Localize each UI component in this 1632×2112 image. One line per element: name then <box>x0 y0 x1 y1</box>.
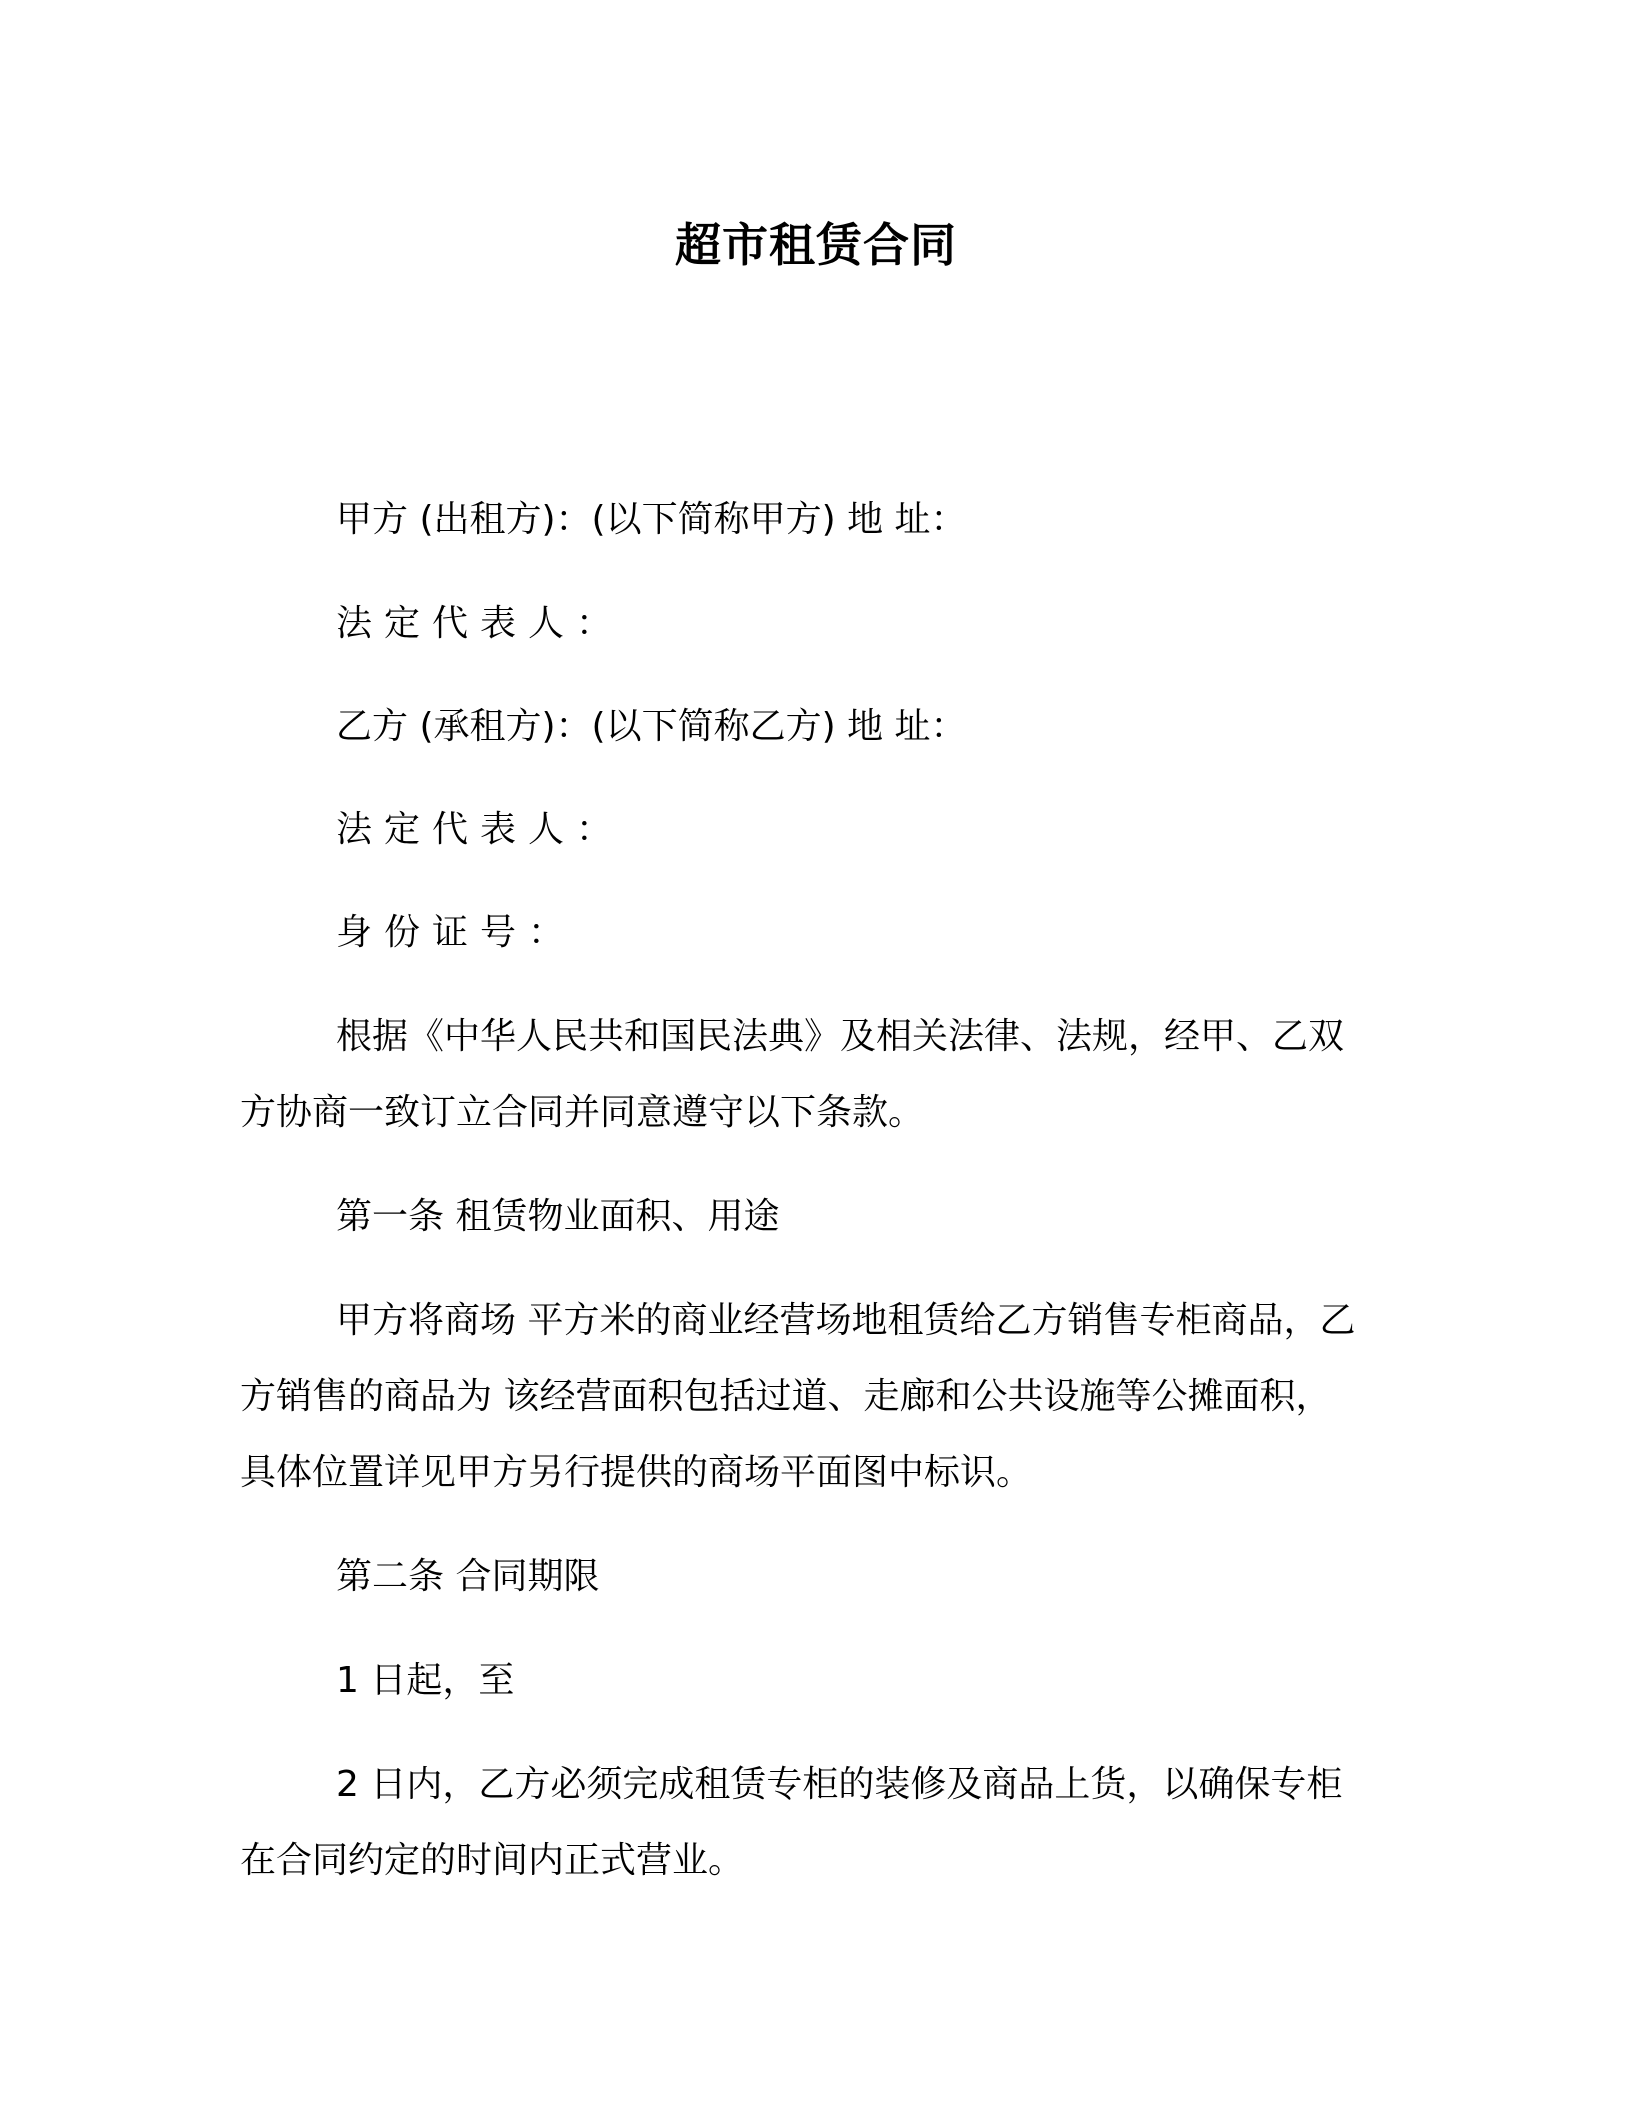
term-item-2-line-1: 2 日内，乙方必须完成租赁专柜的装修及商品上货，以确保专柜 <box>336 1764 1343 1805</box>
article-1-line-3: 具体位置详见甲方另行提供的商场平面图中标识。 <box>240 1452 1033 1493</box>
party-b-line: 乙方 (承租方)：(以下简称乙方) 地 址： <box>336 706 967 747</box>
party-a-line: 甲方 (出租方)：(以下简称甲方) 地 址： <box>336 499 967 540</box>
party-a-representative-line: 法定代表人： <box>336 603 625 644</box>
article-2-heading: 第二条 合同期限 <box>336 1556 600 1597</box>
preamble-line-2: 方协商一致订立合同并同意遵守以下条款。 <box>240 1092 925 1133</box>
article-1-line-1: 甲方将商场 平方米的商业经营场地租赁给乙方销售专柜商品，乙 <box>336 1300 1356 1341</box>
article-1-line-2: 方销售的商品为 该经营面积包括过道、走廊和公共设施等公摊面积， <box>240 1376 1332 1417</box>
term-item-2-line-2: 在合同约定的时间内正式营业。 <box>240 1840 745 1881</box>
document-title: 超市租赁合同 <box>675 218 957 272</box>
party-b-representative-line: 法定代表人： <box>336 809 625 850</box>
term-item-1: 1 日起，至 <box>336 1660 515 1701</box>
article-1-heading: 第一条 租赁物业面积、用途 <box>336 1196 780 1237</box>
preamble-line-1: 根据《中华人民共和国民法典》及相关法律、法规，经甲、乙双 <box>336 1016 1345 1057</box>
id-number-line: 身份证号： <box>336 912 577 953</box>
